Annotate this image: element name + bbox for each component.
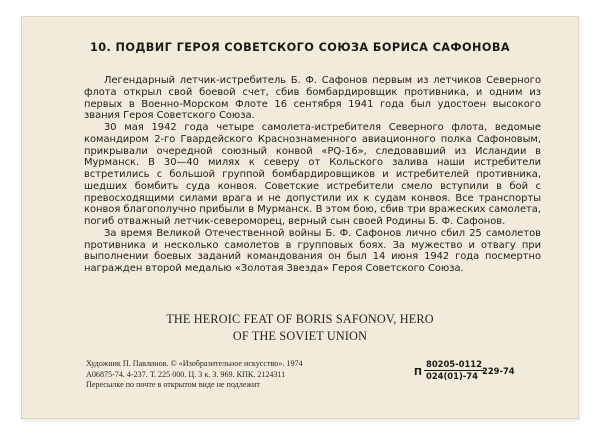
index-code-fraction — [424, 359, 484, 382]
paragraph: Легендарный летчик-истребитель Б. Ф. Сафонов первым из летчиков Северного флота открыл свой боевой счет, сбив бомбардировщик противника, и одним из первых в Военно-Морском Флоте 16 сентября 1941 года был удостоен высокого звания Героя Советского Союза. — [84, 75, 541, 122]
imprint-artist-line: Художник П. Павлинов. © «Изобразительное искусство». 1974 — [86, 359, 303, 368]
index-denominator: 024(01)-74 — [424, 370, 484, 382]
publisher-imprint — [86, 359, 416, 391]
postcard-back — [22, 17, 578, 418]
english-title-line: OF THE SOVIET UNION — [232, 328, 368, 343]
imprint-postal-note: Пересылке по почте в открытом виде не подлежит — [86, 380, 260, 390]
article-body — [84, 75, 541, 275]
english-title-line: THE HEROIC FEAT OF BORIS SAFONOV, HERO — [166, 312, 434, 326]
paragraph: За время Великой Отечественной войны Б. Ф. Сафонов лично сбил 25 самолетов противника и несколько самолетов в групповых боях. За мужество и отвагу при выполнении боевых заданий командования он был 14 июня 1942 года посмертно награжден второй медалью «Золотая Звезда» Героя Советского Союза. — [84, 227, 541, 274]
paragraph: 30 мая 1942 года четыре самолета-истребителя Северного флота, ведомые командиром 2-го Гвардейского Краснознаменного авиационного полка Сафоновым, прикрывали очередной союзный конвой «PQ-16», следовавший из Исландии в Мурманск. В 30—40 милях к северу от Кольского залива наши истребители встретились с большой группой бомбардировщиков и истребителей противника, шедших бомбить суда конвоя. Советские истребители смело вступили в бой с превосходящими силами врага и не допустили их к судам конвоя. Все транспорты конвоя благополучно прибыли в Мурманск. В этом бою, сбив три вражеских самолета, погиб отважный летчик-североморец, верный сын своей Родины Б. Ф. Сафонов. — [84, 122, 541, 227]
english-title — [22, 311, 578, 344]
index-suffix: 229-74 — [482, 366, 515, 376]
imprint-print-data-line: А06875-74. 4-237. Т. 225 000. Ц. 3 к. З. 969. КПК. 2124311 — [86, 369, 286, 379]
page-title: 10. ПОДВИГ ГЕРОЯ СОВЕТСКОГО СОЮЗА БОРИСА САФОНОВА — [89, 41, 511, 54]
index-numerator: 80205-0112 — [426, 359, 482, 369]
index-prefix: П — [414, 367, 422, 378]
